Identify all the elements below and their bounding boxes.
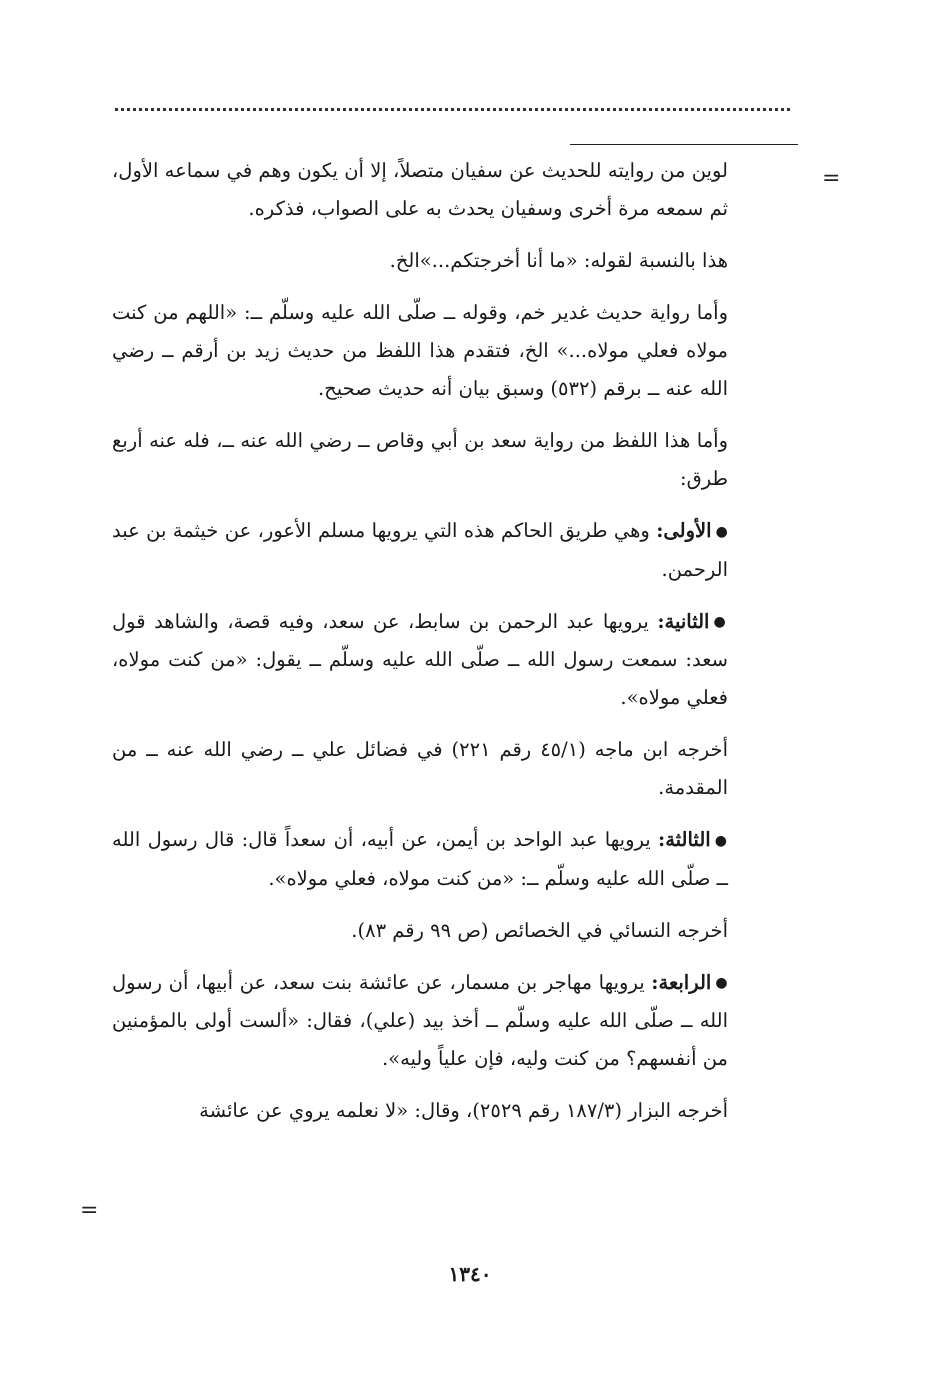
bullet-icon: ● [714,832,728,849]
paragraph-6-second-path [112,603,728,718]
paragraph-text: وأما رواية حديث غدير خم، وقوله ــ صلّى الله عليه وسلّم ــ: «اللهم من كنت مولاه فعلي مولاه...» الخ، فتقدم هذا اللفظ من حديث زيد بن أرقم ــ رضي الله عنه ــ برقم (٥٣٢) وسبق بيان أنه حديث صحيح. [112,301,728,400]
paragraph-7 [112,731,728,807]
header-dotted-rule [115,108,790,111]
continuation-mark-end: = [80,1198,99,1223]
footnote-separator-rule [570,144,798,145]
paragraph-text: وهي طريق الحاكم هذه التي يرويها مسلم الأعور، عن خيثمة بن عبد الرحمن. [112,519,728,581]
path-lead: الثالثة: [658,828,711,851]
bullet-icon: ● [715,523,729,540]
paragraph-9 [112,912,728,950]
page-number: ١٣٤٠ [448,1262,492,1286]
path-lead: الأولى: [656,519,712,542]
paragraph-8-third-path [112,821,728,898]
paragraph-text: أخرجه النسائي في الخصائص (ص ٩٩ رقم ٨٣). [351,918,728,942]
paragraph-text: أخرجه البزار (١٨٧/٣ رقم ٢٥٢٩)، وقال: «لا نعلمه يروي عن عائشة [199,1099,728,1122]
paragraph-text: يرويها مهاجر بن مسمار، عن عائشة بنت سعد، عن أبيها، أن رسول الله ــ صلّى الله عليه وسلّم ــ أخذ بيد (علي)، فقال: «ألست أولى بالمؤمنين من أنفسهم؟ من كنت وليه، فإن علياً وليه». [112,970,728,1070]
path-lead: الثانية: [657,609,710,633]
paragraph-10-fourth-path [112,964,728,1079]
paragraph-text: لوين من روايته للحديث عن سفيان متصلاً، إلا أن يكون وهم في سماعه الأول، ثم سمعه مرة أخرى وسفيان يحدث به على الصواب، فذكره. [112,159,728,220]
paragraph-text: وأما هذا اللفظ من رواية سعد بن أبي وقاص ــ رضي الله عنه ــ، فله عنه أربع طرق: [112,429,728,490]
paragraph-1 [112,152,728,228]
paragraph-text: هذا بالنسبة لقوله: «ما أنا أخرجتكم...»الخ. [389,249,728,272]
paragraph-2 [112,242,728,280]
bullet-icon: ● [713,614,729,630]
paragraph-text: يرويها عبد الواحد بن أيمن، عن أبيه، أن سعداً قال: قال رسول الله ــ صلّى الله عليه وسلّم ــ: «من كنت مولاه، فعلي مولاه». [112,828,728,890]
paragraph-text: يرويها عبد الرحمن بن سابط، عن سعد، وفيه قصة، والشاهد قول سعد: سمعت رسول الله ــ صلّى الله عليه وسلّم ــ يقول: «من كنت مولاه، فعلي مولاه». [112,609,728,709]
continuation-mark-start: = [822,166,841,191]
paragraph-4 [112,422,728,498]
paragraph-3 [112,294,728,408]
bullet-icon: ● [715,975,729,991]
paragraph-11 [112,1092,728,1130]
path-lead: الرابعة: [651,970,712,994]
footnote-text-block [112,152,728,1144]
paragraph-text: أخرجه ابن ماجه (٤٥/١ رقم ٢٢١) في فضائل علي ــ رضي الله عنه ــ من المقدمة. [112,738,728,799]
paragraph-5-first-path [112,512,728,589]
